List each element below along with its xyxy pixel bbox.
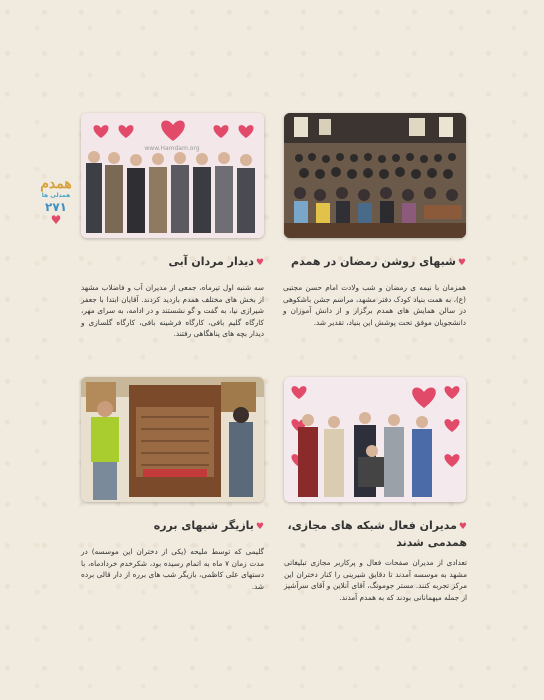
page-number: ۲۷۱ <box>45 200 67 214</box>
photo-auditorium <box>284 113 466 238</box>
photo-social-media-managers <box>284 377 466 502</box>
heart-icon: ♥ <box>50 213 62 227</box>
brand-subtitle: همدلی ها <box>41 192 71 199</box>
section-body-ramadan: همزمان با نیمه ی رمضان و شب ولادت امام حسن مجتبی (ع)، به همت بنیاد کودک دفتر مشهد، مراسم جشن باشکوهی در سالن همایش های همدم برگزار و از دانش آموزان و دانشجویان موفق تحت پوشش این بنیاد، تقدیر شد. <box>283 283 466 327</box>
section-heading-ramadan: ♥شبهای روشن رمضان در همدم <box>291 255 466 268</box>
heart-icon: ♥ <box>255 522 264 532</box>
section-body-barareh: گلیمی که توسط ملیحه (یکی از دختران این موسسه) در مدت زمان ۷ ماه به اتمام رسیده بود، شکرخدم خردادماه، با دستهای علی کاظمی، بازیگر شب های برره از دار قالی برده شد. <box>81 547 265 591</box>
section-body-social-media: تعدادی از مدیران صفحات فعال و پرکاربر مجازی تبلیغاتی مشهد به موسسه آمدند تا دقایق شیرینی را کنار دختران این مرکز تجربه کنند. مستر جومونگ، آقای آنلاین و آقای سرآشپز از جمله میهمانانی بودند که به همدم آمدند. <box>284 558 467 602</box>
photo-water-managers <box>81 113 264 238</box>
brand-name: همدم <box>40 176 72 192</box>
section-body-water: سه شنبه اول تیرماه، جمعی از مدیران آب و فاضلاب مشهد از بخش های مختلف همدم بازدید کردند. آقایان ابتدا با جعفر شیرازی نیا، به گفت و گو نشستند و در ادامه، به سرای مهر، کارگاه گلیم بافی، کارگاه فرشینه بافی، کارگاه گلسازی و دیدار بچه های پناهگاهی رفتند. <box>81 283 264 339</box>
heart-icon: ♥ <box>458 522 467 532</box>
banner-url: www.Hamdam.org <box>144 145 200 152</box>
section-heading-social-media: ♥مدیران فعال شبکه های مجازی، همدمی شدند <box>287 519 467 549</box>
photo-carpet-loom <box>81 377 264 502</box>
section-heading-water: ♥دیدار مردان آبی <box>168 255 264 268</box>
heart-icon: ♥ <box>457 258 466 268</box>
magazine-logo <box>36 176 76 246</box>
heart-icon: ♥ <box>255 258 264 268</box>
section-heading-barareh: ♥بازیگر شبهای برره <box>153 519 264 532</box>
